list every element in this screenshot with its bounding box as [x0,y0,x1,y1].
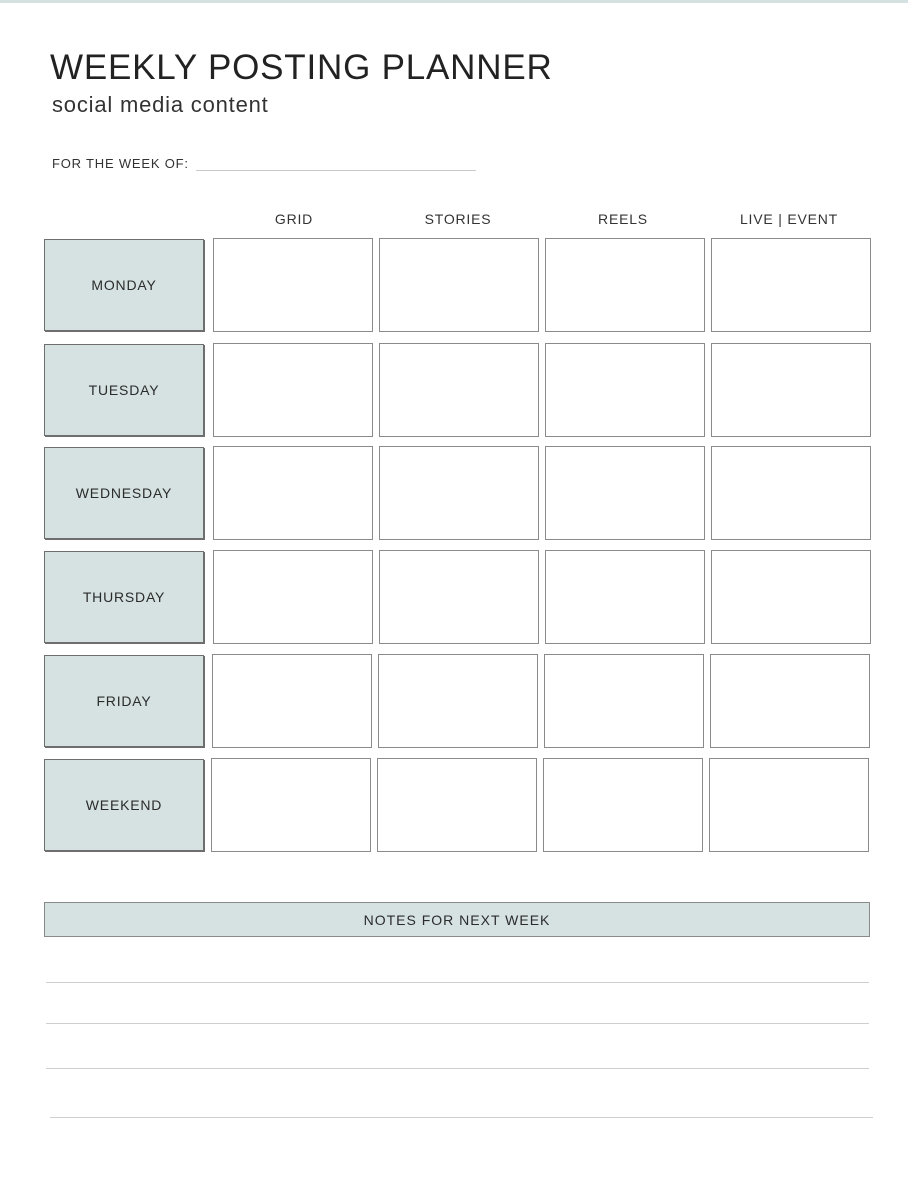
planner-cell-tuesday-grid[interactable] [213,343,373,437]
notes-line[interactable] [46,1068,869,1069]
planner-cell-thursday-reels[interactable] [545,550,705,644]
column-header-reels: REELS [598,211,648,227]
day-label-friday [44,655,204,747]
planner-cell-tuesday-live-event[interactable] [711,343,871,437]
notes-line[interactable] [46,982,869,983]
notes-header-label: NOTES FOR NEXT WEEK [363,911,551,928]
planner-cell-wednesday-reels[interactable] [545,446,705,540]
planner-cell-friday-reels[interactable] [544,654,704,748]
day-label-text: TUESDAY [88,382,160,398]
planner-cell-friday-live-event[interactable] [710,654,870,748]
planner-cell-weekend-stories[interactable] [377,758,537,852]
day-label-weekend [44,759,204,851]
day-label-text: FRIDAY [96,693,152,709]
day-label-tuesday [44,344,204,436]
day-label-text: WEDNESDAY [75,485,173,501]
page-title: WEEKLY POSTING PLANNER [50,48,553,87]
planner-cell-monday-live-event[interactable] [711,238,871,332]
week-of-label: FOR THE WEEK OF: [52,156,189,171]
planner-cell-thursday-stories[interactable] [379,550,539,644]
top-accent-rule [0,0,908,3]
column-header-live-event: LIVE | EVENT [739,211,839,227]
planner-cell-weekend-reels[interactable] [543,758,703,852]
week-of-field[interactable] [196,170,476,171]
planner-cell-weekend-live-event[interactable] [709,758,869,852]
planner-cell-tuesday-reels[interactable] [545,343,705,437]
planner-cell-friday-grid[interactable] [212,654,372,748]
notes-line[interactable] [50,1117,873,1118]
notes-header [44,902,870,937]
notes-line[interactable] [46,1023,869,1024]
planner-cell-thursday-grid[interactable] [213,550,373,644]
day-label-wednesday [44,447,204,539]
day-label-text: WEEKEND [85,797,163,813]
planner-cell-monday-stories[interactable] [379,238,539,332]
day-label-monday [44,239,204,331]
planner-cell-friday-stories[interactable] [378,654,538,748]
planner-cell-tuesday-stories[interactable] [379,343,539,437]
planner-cell-thursday-live-event[interactable] [711,550,871,644]
planner-cell-monday-grid[interactable] [213,238,373,332]
planner-cell-wednesday-live-event[interactable] [711,446,871,540]
day-label-text: THURSDAY [82,589,166,605]
day-label-text: MONDAY [91,277,157,293]
planner-cell-monday-reels[interactable] [545,238,705,332]
planner-cell-wednesday-grid[interactable] [213,446,373,540]
day-label-thursday [44,551,204,643]
page-subtitle: social media content [52,92,269,117]
column-header-stories: STORIES [424,211,492,227]
planner-cell-weekend-grid[interactable] [211,758,371,852]
column-header-grid: GRID [274,211,314,227]
planner-cell-wednesday-stories[interactable] [379,446,539,540]
